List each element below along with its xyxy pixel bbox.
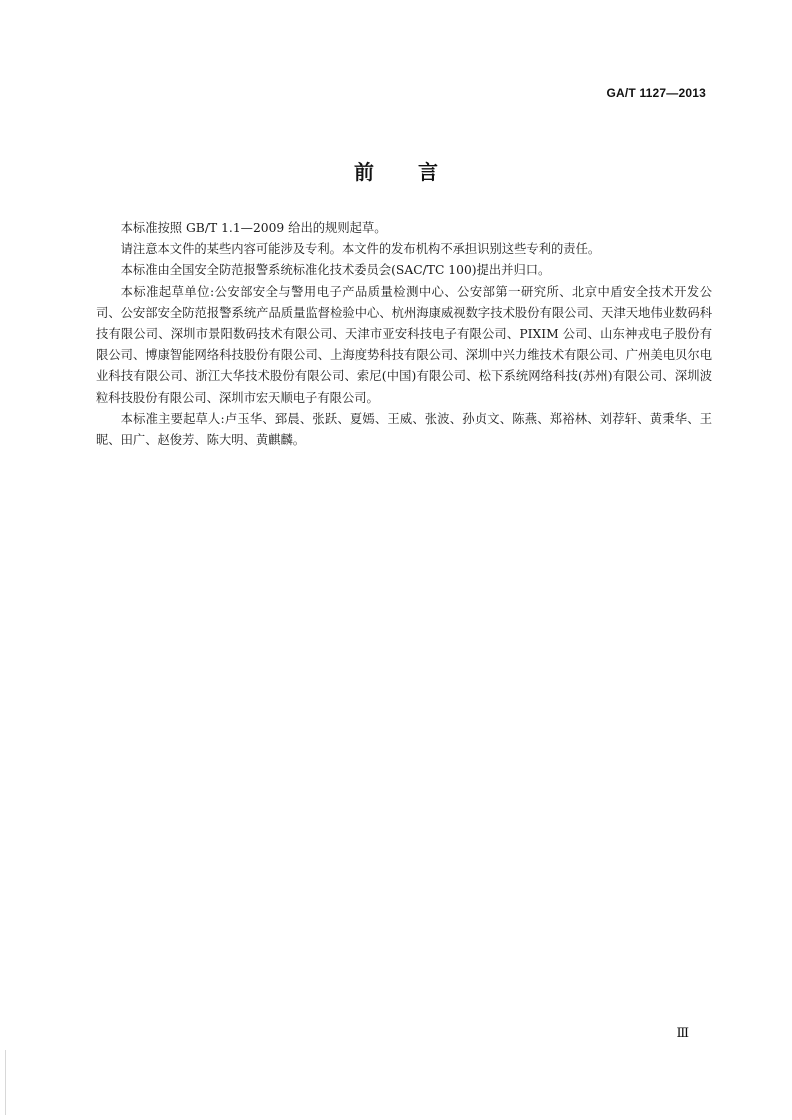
- paragraph-patent-notice: 请注意本文件的某些内容可能涉及专利。本文件的发布机构不承担识别这些专利的责任。: [120, 242, 601, 257]
- foreword-body: [96, 218, 712, 451]
- scan-edge-line: [5, 1050, 6, 1115]
- paragraph-proposer: 本标准由全国安全防范报警系统标准化技术委员会(SAC/TC 100)提出并归口。: [120, 263, 551, 278]
- paragraph-drafting-units: 本标准起草单位:公安部安全与警用电子产品质量检测中心、公安部第一研究所、北京中盾安全技术开发公司、公安部安全防范报警系统产品质量监督检验中心、杭州海康威视数字技术股份有限公司、天津天地伟业数码科技有限公司、深圳市景阳数码技术有限公司、天津市亚安科技电子有限公司、PIXIM 公司、山东神戎电子股份有限公司、博康智能网络科技股份有限公司、上海度势科技有限公司、深圳中兴力维技术有限公司、广州美电贝尔电业科技有限公司、浙江大华技术股份有限公司、索尼(中国)有限公司、松下系统网络科技(苏州)有限公司、深圳波粒科技股份有限公司、深圳市宏天顺电子有限公司。: [96, 284, 712, 405]
- page-title: 前言: [354, 160, 482, 184]
- paragraph-drafting-rules: 本标准按照 GB/T 1.1—2009 给出的规则起草。: [120, 221, 387, 235]
- standard-code: GA/T 1127—2013: [606, 86, 706, 100]
- page-number: Ⅲ: [676, 1026, 689, 1041]
- paragraph-drafters: 本标准主要起草人:卢玉华、郅晨、张跃、夏嫣、王威、张波、孙贞文、陈燕、郑裕林、刘荐轩、黄秉华、王昵、田广、赵俊芳、陈大明、黄麒麟。: [96, 411, 712, 448]
